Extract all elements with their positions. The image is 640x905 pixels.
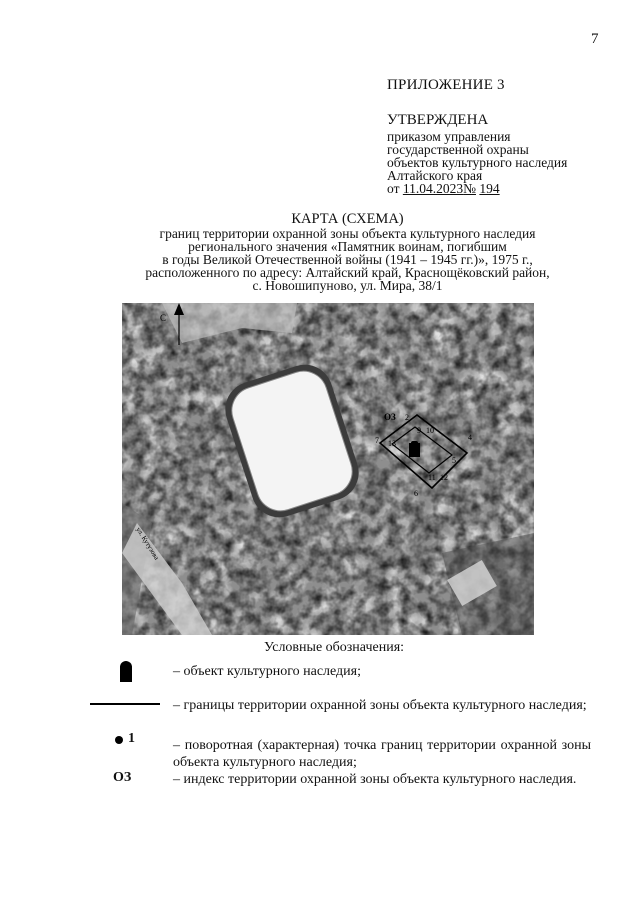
point-label-12: 12 bbox=[440, 473, 448, 482]
point-label-9: 9 bbox=[417, 426, 421, 435]
point-label-7: 7 bbox=[375, 436, 379, 445]
point-label-11: 11 bbox=[428, 473, 436, 482]
approval-block bbox=[387, 112, 567, 195]
turning-point-number: 1 bbox=[128, 731, 135, 746]
zone-label: ОЗ bbox=[384, 412, 396, 422]
legend-point-text: – поворотная (характерная) точка границ территории охранной зоны объекта культурного наследия; bbox=[173, 738, 591, 770]
order-number-sign: № bbox=[463, 181, 476, 196]
appendix-label: ПРИЛОЖЕНИЕ 3 bbox=[387, 77, 505, 93]
aerial-map bbox=[122, 303, 534, 635]
point-label-6: 6 bbox=[414, 489, 418, 498]
map-title-line: регионального значения «Памятник воинам, погибшим bbox=[188, 239, 507, 254]
map-heading: КАРТА (СХЕМА) bbox=[291, 211, 404, 227]
order-line bbox=[387, 182, 567, 195]
point-label-4: 4 bbox=[468, 433, 472, 442]
boundary-line-symbol-icon bbox=[90, 703, 160, 705]
point-label-10: 10 bbox=[426, 426, 434, 435]
map-title-line: границ территории охранной зоны объекта культурного наследия bbox=[159, 226, 536, 241]
point-label-5: 5 bbox=[452, 456, 456, 465]
order-date: 11.04.2023 bbox=[402, 181, 464, 196]
map-title-line: с. Новошипуново, ул. Мира, 38/1 bbox=[252, 278, 443, 293]
cultural-object-symbol-icon bbox=[120, 661, 132, 682]
legend-object-text: – объект культурного наследия; bbox=[173, 664, 361, 679]
map-title-block bbox=[100, 212, 595, 292]
legend-title: Условные обозначения: bbox=[264, 640, 405, 655]
approval-line: Алтайского края bbox=[387, 168, 483, 183]
aerial-map-image bbox=[122, 303, 534, 635]
legend-index-text: – индекс территории охранной зоны объекта культурного наследия. bbox=[173, 772, 577, 787]
page-number: 7 bbox=[591, 31, 599, 47]
approval-line: приказом управления bbox=[387, 129, 511, 144]
map-title-line: расположенного по адресу: Алтайский край, Краснощёковский район, bbox=[145, 265, 550, 280]
point-label-2: 2 bbox=[405, 413, 409, 422]
order-number: 194 bbox=[479, 181, 500, 196]
turning-point-symbol-icon bbox=[115, 736, 123, 744]
approval-title: УТВЕРЖДЕНА bbox=[387, 112, 489, 128]
zone-index-symbol: ОЗ bbox=[113, 770, 132, 785]
approval-line: государственной охраны bbox=[387, 142, 529, 157]
map-title-line: в годы Великой Отечественной войны (1941 – 1945 гг.)», 1975 г., bbox=[162, 252, 533, 267]
approval-line: объектов культурного наследия bbox=[387, 155, 568, 170]
street-label: ул. Кутузова bbox=[134, 525, 161, 562]
point-label-13: 13 bbox=[388, 439, 396, 448]
order-prefix: от bbox=[387, 181, 400, 196]
north-label: С bbox=[160, 313, 167, 323]
legend-boundary-text: – границы территории охранной зоны объекта культурного наследия; bbox=[173, 698, 587, 713]
